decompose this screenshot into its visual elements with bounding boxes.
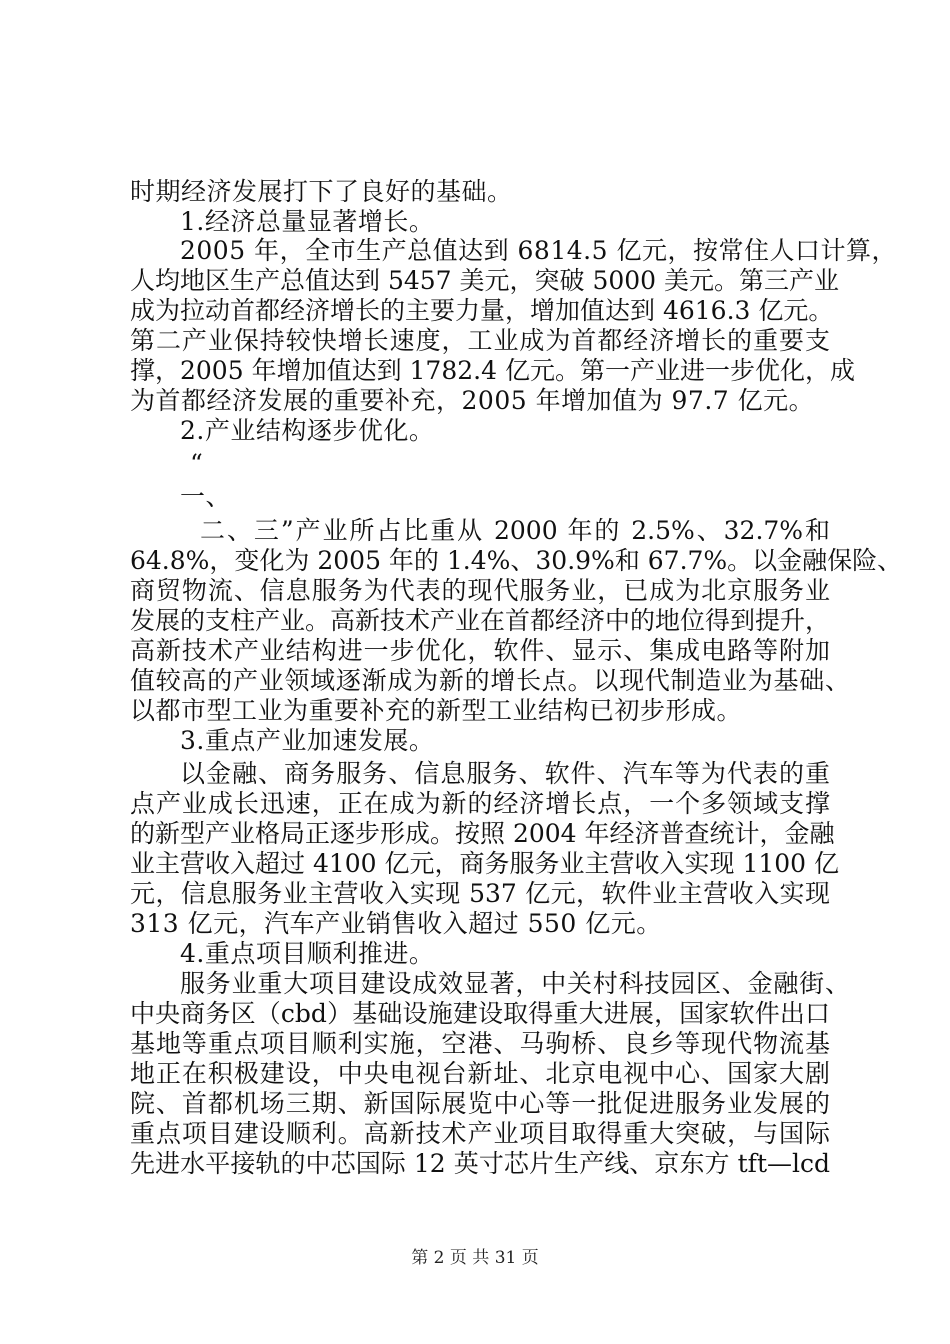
paragraph-line: 点产业成长迅速，正在成为新的经济增长点，一个多领域支撑 [130,789,830,818]
section-heading: 1.经济总量显著增长。 [180,207,435,236]
section-heading: 4.重点项目顺利推进。 [180,939,435,968]
paragraph-line: 人均地区生产总值达到 5457 美元，突破 5000 美元。第三产业 [130,266,840,295]
paragraph-line: 院、首都机场三期、新国际展览中心等一批促进服务业发展的 [130,1089,830,1118]
paragraph-line: 地正在积极建设，中央电视台新址、北京电视中心、国家大剧 [130,1059,830,1088]
paragraph-line: 2005 年，全市生产总值达到 6814.5 亿元，按常住人口计算， [180,236,897,265]
paragraph-line: 发展的支柱产业。高新技术产业在首都经济中的地位得到提升， [130,606,831,635]
paragraph-line: 64.8%，变化为 2005 年的 1.4%、30.9%和 67.7%。以金融保险、 [130,546,903,575]
paragraph-line: 二、三”产业所占比重从 2000 年的 2.5%、32.7%和 [200,516,830,545]
paragraph-line: 元，信息服务业主营收入实现 537 亿元，软件业主营收入实现 [130,879,830,908]
paragraph-line: 中央商务区（cbd）基础设施建设取得重大进展，国家软件出口 [130,999,830,1028]
paragraph-line: 第二产业保持较快增长速度，工业成为首都经济增长的重要支 [130,326,830,355]
paragraph-line: 的新型产业格局正逐步形成。按照 2004 年经济普查统计，金融 [130,819,835,848]
paragraph-line: 高新技术产业结构进一步优化，软件、显示、集成电路等附加 [130,636,830,665]
paragraph-line: 值较高的产业领域逐渐成为新的增长点。以现代制造业为基础、 [130,666,850,695]
paragraph-line: 业主营收入超过 4100 亿元，商务服务业主营收入实现 1100 亿 [130,849,840,878]
section-heading: 2.产业结构逐步优化。 [180,416,435,445]
paragraph-line: 以都市型工业为重要补充的新型工业结构已初步形成。 [130,696,743,725]
paragraph-line: 重点项目建设顺利。高新技术产业项目取得重大突破，与国际 [130,1119,830,1148]
paragraph-line: 成为拉动首都经济增长的主要力量，增加值达到 4616.3 亿元。 [130,296,834,325]
paragraph-line: 服务业重大项目建设成效显著，中关村科技园区、金融街、 [180,969,850,998]
paragraph-line: 时期经济发展打下了良好的基础。 [130,177,513,206]
paragraph-line: 基地等重点项目顺利实施，空港、马驹桥、良乡等现代物流基 [130,1029,830,1058]
paragraph-line: “ [190,449,204,478]
section-heading: 3.重点产业加速发展。 [180,726,435,755]
paragraph-line: 为首都经济发展的重要补充，2005 年增加值为 97.7 亿元。 [130,386,815,415]
page-footer: 第 2 页 共 31 页 [411,1248,539,1268]
paragraph-line: 313 亿元，汽车产业销售收入超过 550 亿元。 [130,909,662,938]
paragraph-line: 以金融、商务服务、信息服务、软件、汽车等为代表的重 [180,759,830,788]
paragraph-line: 撑，2005 年增加值达到 1782.4 亿元。第一产业进一步优化，成 [130,356,855,385]
paragraph-line: 商贸物流、信息服务为代表的现代服务业，已成为北京服务业 [130,576,830,605]
paragraph-line: 一、 [180,482,232,511]
paragraph-line: 先进水平接轨的中芯国际 12 英寸芯片生产线、京东方 tft—lcd [130,1149,830,1178]
